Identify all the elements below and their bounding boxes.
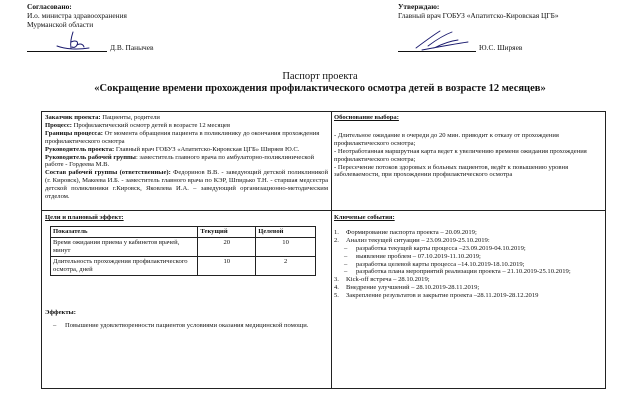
list-item xyxy=(334,237,602,245)
events-list xyxy=(334,229,602,300)
project-customer: Заказчик проекта: Пациенты, родители xyxy=(45,114,160,121)
indicator-name: Время ожидания приема у кабинетов врачей, минут xyxy=(51,237,198,256)
project-group-leader: Руководитель рабочей группы: заместитель главного врача по амбулаторно-поликлинической работе - Гордеева М.В. xyxy=(45,153,315,169)
event-text: разработка текущей карты процесса –23.09.2019-04.10.2019; xyxy=(356,244,526,252)
project-info-cell xyxy=(45,114,328,201)
approval-left-signer: Д.В. Панычев xyxy=(110,43,154,52)
event-text: Kick-off встреча – 28.10.2019; xyxy=(346,276,430,284)
table-divider-horizontal xyxy=(42,210,605,211)
event-text: разработка целевой карты процесса –14.10.2019-18.10.2019; xyxy=(356,260,525,268)
indicator-current: 10 xyxy=(198,256,256,275)
justification-item: - Неотработанная маршрутная карта ведет к увеличению времени ожидания прохождения профилактического осмотра; xyxy=(334,147,587,163)
column-header-indicator: Показатель xyxy=(51,227,198,238)
effects-heading: Эффекты: xyxy=(45,309,76,316)
list-item xyxy=(334,284,602,292)
event-text: разработка плана мероприятий реализации проекта – 21.10.2019-25.10.2019; xyxy=(356,268,571,276)
passport-table xyxy=(41,111,606,389)
project-bounds: Границы процесса: От момента обращения пациента в поликлинику до окончания прохождения профилактического осмотра xyxy=(45,129,320,145)
handwritten-signature-icon xyxy=(27,28,107,54)
project-process: Процесс: Профилактический осмотр детей в возрасте 12 месяцев xyxy=(45,121,231,129)
list-item xyxy=(334,276,602,284)
project-leader: Руководитель проекта: Главный врач ГОБУЗ «Апатитско-Кировская ЦГБ» Ширяев Ю.С. xyxy=(45,145,300,153)
effects-list xyxy=(53,322,321,330)
events-heading: Ключевые события: xyxy=(334,214,395,221)
event-text: Внедрение улучшений – 28.10.2019-28.11.2019; xyxy=(346,284,480,292)
approval-left-position: И.о. министра здравоохранения xyxy=(27,11,127,20)
approval-block-right xyxy=(398,2,638,52)
list-marker: 5. xyxy=(334,292,339,300)
approval-right-title: Утверждаю: xyxy=(398,2,440,11)
signature-line-left xyxy=(27,38,267,52)
approval-right-signer: Ю.С. Ширяев xyxy=(479,43,523,52)
list-marker: – xyxy=(344,244,348,252)
approval-right-position: Главный врач ГОБУЗ «Апатитско-Кировская ЦГБ» xyxy=(398,11,559,20)
list-item xyxy=(334,292,602,300)
justification-cell xyxy=(334,114,602,179)
goals-cell xyxy=(45,214,328,384)
indicator-name: Длительность прохождения профилактического осмотра, дней xyxy=(51,256,198,275)
signature-line-right xyxy=(398,38,638,52)
event-text: Формирование паспорта проекта – 20.09.2019; xyxy=(346,228,477,236)
goals-heading: Цели и плановый эффект: xyxy=(45,214,124,221)
goals-table xyxy=(50,226,316,276)
table-row xyxy=(51,237,316,256)
list-item xyxy=(334,229,602,237)
list-marker: 4. xyxy=(334,284,339,292)
list-marker: – xyxy=(344,252,348,260)
list-marker: 1. xyxy=(334,228,339,236)
table-row xyxy=(51,256,316,275)
indicator-target: 10 xyxy=(256,237,316,256)
justification-item: - Длительное ожидание в очереди до 20 мин. приводит к отказу от прохождения профилактического осмотра; xyxy=(334,131,559,147)
table-divider-vertical xyxy=(331,112,332,388)
document-subtitle: «Сокращение времени прохождения профилактического осмотра детей в возрасте 12 месяцев» xyxy=(94,83,546,94)
list-marker: 2. xyxy=(334,236,339,244)
document-title: Паспорт проекта xyxy=(282,71,358,82)
approval-left-region: Мурманской области xyxy=(27,20,94,29)
justification-heading: Обоснование выбора: xyxy=(334,114,399,121)
event-text: Анализ текущей ситуации – 23.09.2019-25.10.2019: xyxy=(346,236,490,244)
project-team: Состав рабочей группы (ответственные): Федоринов В.В. - заведующий детской поликлиникой (г. Кировск), Макеева И.Б. - заместитель главного врача по КЭР, Шпидько Т.Н. - старшая медсестра детской поликлиники г.Кировск, Яковлева И.А. – заведующий организационно-методическим отделом. xyxy=(45,169,329,201)
column-header-current: Текущий xyxy=(198,227,256,238)
event-text: выявление проблем – 07.10.2019-11.10.2019; xyxy=(356,252,481,260)
list-item xyxy=(334,253,602,261)
list-item xyxy=(334,268,602,276)
list-item xyxy=(334,261,602,269)
events-cell xyxy=(334,214,602,300)
signature-field-right xyxy=(398,40,476,52)
indicator-target: 2 xyxy=(256,256,316,275)
signature-field-left xyxy=(27,40,107,52)
column-header-target: Целевой xyxy=(256,227,316,238)
justification-item: - Пересечение потоков здоровых и больных пациентов, ведёт к повышению уровня заболеваемости, при прохождении профилактического осмотра xyxy=(334,163,569,179)
indicator-current: 20 xyxy=(198,237,256,256)
list-marker: – xyxy=(344,268,348,276)
event-text: Закрепление результатов и закрытие проекта –28.11.2019-28.12.2019 xyxy=(346,292,539,300)
goals-table-header xyxy=(51,227,316,238)
list-item xyxy=(334,245,602,253)
list-marker: 3. xyxy=(334,276,339,284)
handwritten-signature-icon xyxy=(398,28,478,54)
approval-block-left xyxy=(27,2,267,52)
approval-left-title: Согласовано: xyxy=(27,2,72,11)
list-marker: – xyxy=(344,260,348,268)
list-item: – Повышение удовлетворенности пациентов условиями оказания медицинской помощи. xyxy=(53,322,321,330)
